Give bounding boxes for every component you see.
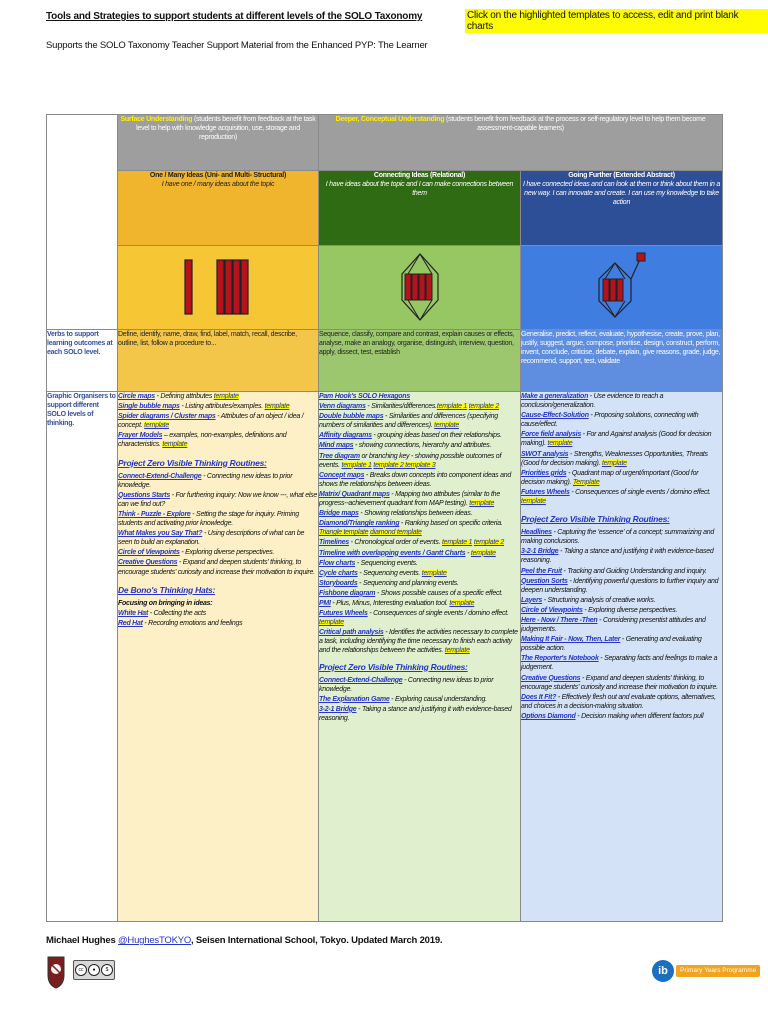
routine-item: Creative Questions - Expand and deepen students' thinking, to encourage students' curiosity and increase their motivation to inquire. xyxy=(521,674,718,691)
routine-item: Here - Now / There -Then - Considering presentist attitudes and judgements. xyxy=(521,617,706,634)
double-bubble-maps-link[interactable]: Double bubble maps xyxy=(319,413,384,421)
template-link[interactable]: template 2 xyxy=(468,403,499,411)
routine-link[interactable]: The Reporter's Notebook xyxy=(521,655,599,663)
routine-item: The Explanation Game - Exploring causal understanding. xyxy=(319,695,487,703)
organiser-item: SWOT analysis - Strengths, Weaknesses Opportunities, Threats (Good for decision making). template xyxy=(521,450,708,467)
template-link[interactable]: template xyxy=(144,422,170,430)
unistructural-multistructural-icon xyxy=(183,256,253,318)
routine-item: Creative Questions - Expand and deepen students' thinking, to encourage students' curiosity and increase their motivation to inquire. xyxy=(118,559,315,576)
ib-programme-label: Primary Years Programme xyxy=(676,965,760,976)
template-link[interactable]: template 1 xyxy=(436,403,468,411)
template-link[interactable]: template xyxy=(449,599,475,607)
routine-link[interactable]: Circle of Viewpoints xyxy=(521,606,583,614)
organiser-item: Single bubble maps - Listing attributes/examples. template xyxy=(118,403,290,411)
routine-link[interactable]: 3-2-1 Bridge xyxy=(319,705,357,713)
cause-effect-solution-link[interactable]: Cause-Effect-Solution xyxy=(521,412,589,420)
organiser-item: Flow charts - Sequencing events. xyxy=(319,559,418,567)
surface-understanding-title: Surface Understanding xyxy=(120,116,193,123)
document-title: Tools and Strategies to support students at different levels of the SOLO Taxonomy xyxy=(46,11,423,22)
routine-link[interactable]: Think - Puzzle - Explore xyxy=(118,510,191,518)
blank-corner-cell xyxy=(47,115,118,330)
routine-link[interactable]: Question Sorts xyxy=(521,577,568,585)
routine-link[interactable]: Layers xyxy=(521,596,543,604)
project-zero-heading: Project Zero Visible Thinking Routines: xyxy=(521,514,670,525)
attribution-icon: ● xyxy=(88,964,100,976)
critical-path-analysis-link[interactable]: Critical path analysis xyxy=(319,629,384,637)
swot-analysis-link[interactable]: SWOT analysis xyxy=(521,450,569,458)
organiser-item: Diamond/Triangle ranking - Ranking based on specific criteria. Triangle template diamond template xyxy=(319,520,503,537)
extended-abstract-icon xyxy=(597,251,647,323)
make-generalization-link[interactable]: Make a generalization xyxy=(521,393,589,400)
spider-diagrams-link[interactable]: Spider diagrams / Cluster maps xyxy=(118,413,216,421)
project-zero-heading: Project Zero Visible Thinking Routines: xyxy=(319,661,468,672)
bridge-maps-link[interactable]: Bridge maps xyxy=(319,510,359,518)
level-unimulti-desc: I have one / many ideas about the topic xyxy=(161,181,275,189)
verbs-extended: Generalise, predict, reflect, evaluate, hypothesise, create, prove, plan, justify, suggest, argue, compose, prioritise, design, construct, perform, invent, conclude, criticise, debate, explain, give reasons, grade, judge, recommend, support, test, validate xyxy=(521,330,723,392)
organiser-item xyxy=(319,392,520,401)
organiser-item: Tree diagram or branching key - showing possible outcomes of events. template 1 template 2 template 3 xyxy=(319,452,502,469)
organisers-relational xyxy=(319,392,521,922)
thinking-hats-heading: De Bono's Thinking Hats: xyxy=(118,584,216,595)
routine-link[interactable]: Connect-Extend-Challenge xyxy=(118,472,202,480)
template-link[interactable]: template xyxy=(319,619,344,627)
organisers-extended xyxy=(521,392,723,922)
routine-link[interactable]: Headlines xyxy=(521,529,552,537)
routine-item: Question Sorts - Identifying powerful questions to further inquiry and deepen understanding. xyxy=(521,577,719,594)
cycle-charts-link[interactable]: Cycle charts xyxy=(319,569,358,577)
template-link[interactable]: template xyxy=(162,441,188,449)
surface-understanding-desc: (students benefit from feedback at the task level to help with knowledge acquisition, use, storage and reproduction) xyxy=(136,116,316,142)
deeper-understanding-desc: (students benefit from feedback at the process or self-regulatory level to help them become assessment-capable learners) xyxy=(446,116,706,133)
level-unimulti-title: One / Many Ideas (Uni- and Multi- Structural) xyxy=(149,172,287,179)
verbs-relational: Sequence, classify, compare and contrast, explain causes or effects, analyse, make an analogy, organise, distinguish, interview, question, apply, dissect, test, establish xyxy=(319,330,521,392)
timelines-link[interactable]: Timelines xyxy=(319,539,349,547)
deeper-understanding-header xyxy=(319,115,723,171)
organiser-item: Venn diagrams - Similarities/differences.template 1 template 2 xyxy=(319,403,499,411)
routine-item: 3-2-1 Bridge - Taking a stance and justifying it with evidence-based reasoning. xyxy=(319,705,512,722)
template-link[interactable]: template xyxy=(469,500,495,508)
futures-wheels-link[interactable]: Futures Wheels xyxy=(521,488,570,496)
organiser-item: Spider diagrams / Cluster maps - Attributes of an object / idea / concept. template xyxy=(118,413,304,430)
solo-table xyxy=(46,114,723,922)
single-bubble-maps-link[interactable]: Single bubble maps xyxy=(118,403,180,411)
routine-item: The Reporter's Notebook - Separating facts and feelings to make a judgement. xyxy=(521,655,718,672)
routine-link[interactable]: Creative Questions xyxy=(118,559,178,567)
routine-item: 3-2-1 Bridge - Taking a stance and justifying it with evidence-based reasoning. xyxy=(521,548,714,565)
hat-item: Red Hat - Recording emotions and feelings xyxy=(118,619,243,627)
template-link[interactable]: Template xyxy=(572,478,600,486)
organiser-item: Fishbone diagram - Shows possible causes of a specific effect. xyxy=(319,589,503,597)
template-link[interactable]: template xyxy=(601,459,627,467)
organiser-item: Critical path analysis - Identifies the activities necessary to complete a task, including identifying the time necessary to finish each activity and the relationships between the activities. template xyxy=(319,629,518,655)
verbs-row-label: Verbs to support learning outcomes at each SOLO level. xyxy=(47,330,118,392)
routine-link[interactable]: 3-2-1 Bridge xyxy=(521,548,559,556)
template-link[interactable]: template 2 template 3 xyxy=(373,461,436,469)
relational-icon-cell xyxy=(319,246,521,330)
concept-maps-link[interactable]: Concept maps xyxy=(319,471,365,479)
storyboards-link[interactable]: Storyboards xyxy=(319,579,358,587)
school-crest-icon xyxy=(46,955,66,989)
organiser-item: Futures Wheels - Consequences of single events / domino effect. template xyxy=(319,610,509,627)
organiser-item: Matrix/ Quadrant maps - Mapping two attributes (similar to the progress--achievement quadrant from MAP testing). template xyxy=(319,490,500,508)
routine-item: Questions Starts - For furthering inquiry: Now we know ---, what else can we find out? xyxy=(118,491,318,508)
routine-item: Connect-Extend-Challenge - Connecting new ideas to prior knowledge. xyxy=(118,472,293,489)
routine-item: Does It Fit? - Effectively flesh out and evaluate options, alternatives, and choices in a decision-making situation. xyxy=(521,693,716,710)
mind-maps-link[interactable]: Mind maps xyxy=(319,442,354,450)
template-link[interactable]: template 1 xyxy=(441,539,473,547)
template-link[interactable]: template xyxy=(521,498,546,506)
template-link[interactable]: template xyxy=(470,549,496,557)
routine-link[interactable]: What Makes you Say That? xyxy=(118,530,203,538)
routine-link[interactable]: Options Diamond xyxy=(521,712,576,720)
organiser-item: Frayer Models – examples, non-examples, definitions and characteristics. template xyxy=(118,432,287,449)
circle-maps-link[interactable]: Circle maps xyxy=(118,393,155,400)
relational-icon xyxy=(400,252,440,322)
routine-item: Think - Puzzle - Explore - Setting the stage for inquiry. Priming students and activating prior knowledge. xyxy=(118,510,299,528)
unimulti-icon-cell xyxy=(118,246,319,330)
noncommercial-icon: $ xyxy=(101,964,113,976)
routine-item: Connect-Extend-Challenge - Connecting new ideas to prior knowledge. xyxy=(319,676,494,693)
level-relational-desc: I have ideas about the topic and I can make connections between them xyxy=(325,181,514,198)
priorities-grids-link[interactable]: Priorities grids xyxy=(521,469,567,477)
gantt-charts-link[interactable]: Timeline with overlapping events / Gantt Charts xyxy=(319,549,466,557)
venn-diagrams-link[interactable]: Venn diagrams xyxy=(319,403,366,411)
routine-item: Circle of Viewpoints - Exploring diverse perspectives. xyxy=(521,606,678,614)
routine-link[interactable]: Does It Fit? xyxy=(521,693,557,701)
organisers-row-label: Graphic Organisers to support different SOLO levels of thinking. xyxy=(47,392,118,922)
footer-credit xyxy=(46,935,442,946)
affinity-diagrams-link[interactable]: Affinity diagrams xyxy=(319,432,372,440)
ib-globe-icon: ib xyxy=(652,960,674,982)
level-extended-header xyxy=(521,171,723,246)
diamond-triangle-ranking-link[interactable]: Diamond/Triangle ranking xyxy=(319,520,400,528)
organiser-item: Concept maps - Breaks down concepts into component ideas and shows the relationships between ideas. xyxy=(319,471,511,488)
footer-author: Michael Hughes xyxy=(46,935,118,946)
force-field-analysis-link[interactable]: Force field analysis xyxy=(521,431,581,439)
organiser-item: PMI - Plus, Minus, Interesting evaluation tool. template xyxy=(319,599,475,607)
routine-link[interactable]: The Explanation Game xyxy=(319,695,390,703)
creative-commons-license-badge[interactable] xyxy=(73,960,115,980)
routine-link[interactable]: Making It Fair - Now, Then, Later xyxy=(521,636,621,644)
verbs-unimulti: Define, identify, name, draw, find, label, match, recall, describe, outline, list, follow a procedure to... xyxy=(118,330,319,392)
organiser-item: Force field analysis - For and Against analysis (Good for decision making). template xyxy=(521,431,712,448)
white-hat-link[interactable]: White Hat xyxy=(118,609,149,617)
routine-item: Options Diamond - Decision making when different factors pull xyxy=(521,712,704,720)
routine-item: Peel the Fruit - Tracking and Guiding Understanding and inquiry. xyxy=(521,567,707,575)
template-link[interactable]: template xyxy=(434,422,460,430)
routine-item: Headlines - Capturing the 'essence' of a concept; summarizing and making conclusions. xyxy=(521,529,715,546)
project-zero-heading: Project Zero Visible Thinking Routines: xyxy=(118,457,267,468)
organiser-item: Circle maps - Defining attributes template xyxy=(118,393,239,400)
fishbone-diagram-link[interactable]: Fishbone diagram xyxy=(319,589,376,597)
routine-link[interactable]: Circle of Viewpoints xyxy=(118,549,180,557)
organisers-unimulti xyxy=(118,392,319,922)
organiser-item: Timelines - Chronological order of events. template 1 template 2 xyxy=(319,539,505,547)
organiser-item: Priorities grids - Quadrant map of urgent/important (Good for decision making). Template xyxy=(521,469,699,486)
cc-icon: cc xyxy=(75,964,87,976)
routine-item: Making It Fair - Now, Then, Later - Generating and evaluating possible action. xyxy=(521,636,702,653)
thinking-hats-subheading: Focusing on bringing in ideas: xyxy=(118,599,213,607)
document-subtitle: Supports the SOLO Taxonomy Teacher Support Material from the Enhanced PYP: The Learner xyxy=(46,40,428,51)
template-link[interactable]: diamond template xyxy=(370,529,422,537)
solo-hexagons-link[interactable]: Pam Hook's SOLO Hexagons xyxy=(319,393,410,400)
deeper-understanding-title: Deeper, Conceptual Understanding xyxy=(335,116,445,123)
template-note: Click on the highlighted templates to access, edit and print blank charts xyxy=(465,9,768,33)
organiser-item: Cause-Effect-Solution - Proposing solutions, connecting with cause/effect. xyxy=(521,412,699,429)
level-relational-header xyxy=(319,171,521,246)
routine-item: Layers - Structuring analysis of creative works. xyxy=(521,596,656,604)
level-extended-title: Going Further (Extended Abstract) xyxy=(568,172,675,179)
frayer-models-link[interactable]: Frayer Models xyxy=(118,432,163,440)
organiser-item: Mind maps - showing connections, hierarchy and attributes. xyxy=(319,442,492,450)
organiser-item: Cycle charts - Sequencing events. template xyxy=(319,569,447,577)
template-link[interactable]: template 1 xyxy=(341,461,372,469)
twitter-handle-link[interactable]: @HughesTOKYO xyxy=(117,935,192,946)
template-link[interactable]: Triangle template xyxy=(319,529,369,537)
template-link[interactable]: template xyxy=(444,647,470,655)
surface-understanding-header xyxy=(118,115,319,171)
tree-diagram-link[interactable]: Tree diagram xyxy=(319,452,360,460)
template-link[interactable]: template xyxy=(421,569,447,577)
organiser-item: Bridge maps - Showing relationships between ideas. xyxy=(319,510,473,518)
organiser-item: Storyboards - Sequencing and planning events. xyxy=(319,579,459,587)
routine-item: What Makes you Say That? - Using descriptions of what can be seen to build an explanation. xyxy=(118,530,305,547)
template-link[interactable]: template 2 xyxy=(473,539,505,547)
organiser-item: Timeline with overlapping events / Gantt Charts - template xyxy=(319,549,496,557)
routine-link[interactable]: Creative Questions xyxy=(521,674,581,682)
flow-charts-link[interactable]: Flow charts xyxy=(319,559,356,567)
routine-link[interactable]: Connect-Extend-Challenge xyxy=(319,676,403,684)
routine-link[interactable]: Questions Starts xyxy=(118,491,171,499)
template-link[interactable]: template xyxy=(547,440,573,448)
routine-item: Circle of Viewpoints - Exploring diverse perspectives. xyxy=(118,549,275,557)
hat-item: White Hat - Collecting the acts xyxy=(118,609,206,617)
organiser-item: Affinity diagrams - grouping ideas based on their relationships. xyxy=(319,432,502,440)
organiser-item: Make a generalization - Use evidence to reach a conclusion/generalization. xyxy=(521,393,664,410)
footer-school: , Seisen International School, Tokyo. Updated March 2019. xyxy=(191,935,443,946)
red-hat-link[interactable]: Red Hat xyxy=(118,619,143,627)
routine-link[interactable]: Peel the Fruit xyxy=(521,567,562,575)
template-link[interactable]: template xyxy=(264,403,290,411)
futures-wheels-link[interactable]: Futures Wheels xyxy=(319,610,368,618)
organiser-item: Futures Wheels - Consequences of single events / domino effect. template xyxy=(521,488,711,506)
extended-icon-cell xyxy=(521,246,723,330)
pmi-link[interactable]: PMI xyxy=(319,599,331,607)
template-link[interactable]: template xyxy=(213,393,239,400)
level-extended-desc: I have connected ideas and can look at them or think about them in a new way. I can innovate and create. I can use my knowledge to take action xyxy=(522,181,721,207)
organiser-item: Double bubble maps - Similarities and differences (specifying numbers of similarities and differences). template xyxy=(319,413,498,430)
level-unimulti-header xyxy=(118,171,319,246)
ib-pyp-logo xyxy=(652,960,760,982)
routine-link[interactable]: Here - Now / There -Then xyxy=(521,617,598,625)
matrix-quadrant-maps-link[interactable]: Matrix/ Quadrant maps xyxy=(319,490,390,498)
level-relational-title: Connecting Ideas (Relational) xyxy=(373,172,466,179)
